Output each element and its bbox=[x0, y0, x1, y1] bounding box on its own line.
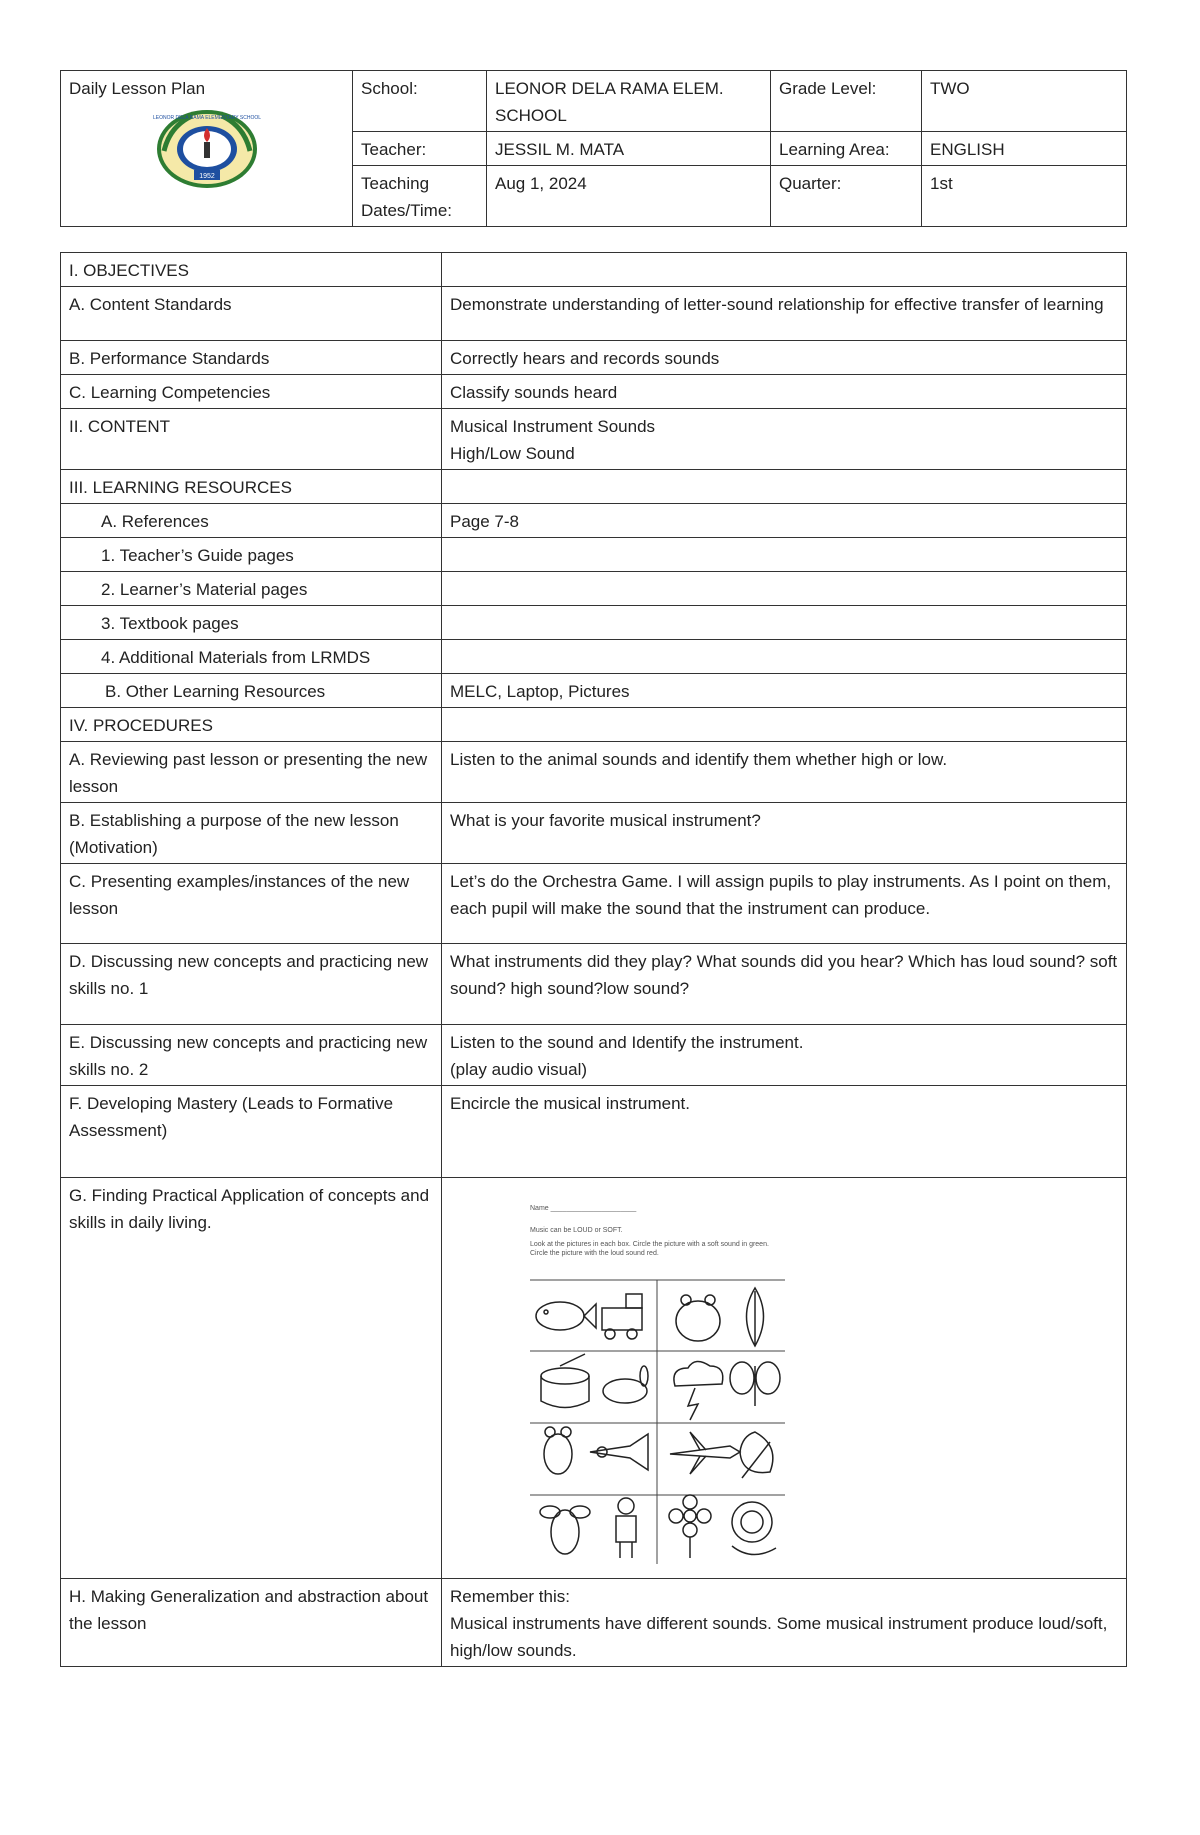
procedure-e-line-2: (play audio visual) bbox=[450, 1060, 588, 1079]
school-seal-icon bbox=[152, 106, 262, 192]
dates-label: Teaching Dates/Time: bbox=[353, 166, 487, 227]
olr-label: B. Other Learning Resources bbox=[61, 674, 442, 708]
school-label: School: bbox=[353, 71, 487, 132]
trumpet-icon bbox=[590, 1434, 648, 1470]
worksheet-title: Music can be LOUD or SOFT. bbox=[530, 1227, 623, 1234]
rabbit-icon bbox=[603, 1366, 648, 1403]
grade-value: TWO bbox=[922, 71, 1127, 132]
procedure-e-label: E. Discussing new concepts and practicing new skills no. 2 bbox=[61, 1025, 442, 1086]
tg-label: 1. Teacher’s Guide pages bbox=[61, 538, 442, 572]
procedure-h-line-2: Musical instruments have different sounds. Some musical instrument produce loud/soft, high/low sounds. bbox=[450, 1614, 1108, 1660]
procedure-a-value: Listen to the animal sounds and identify them whether high or low. bbox=[442, 742, 1127, 803]
title-cell bbox=[61, 71, 353, 227]
tb-label: 3. Textbook pages bbox=[61, 606, 442, 640]
performance-value: Correctly hears and records sounds bbox=[442, 341, 1127, 375]
procedure-h-label: H. Making Generalization and abstraction about the lesson bbox=[61, 1579, 442, 1667]
references-value: Page 7-8 bbox=[442, 504, 1127, 538]
procedure-g-value bbox=[442, 1178, 1127, 1579]
procedure-f-label: F. Developing Mastery (Leads to Formative Assessment) bbox=[61, 1086, 442, 1178]
objectives-value bbox=[442, 253, 1127, 287]
airplane-icon bbox=[670, 1432, 740, 1474]
procedure-c-label: C. Presenting examples/instances of the new lesson bbox=[61, 864, 442, 944]
lion-icon bbox=[732, 1502, 776, 1555]
performance-label: B. Performance Standards bbox=[61, 341, 442, 375]
header-table bbox=[60, 70, 1127, 227]
competencies-label: C. Learning Competencies bbox=[61, 375, 442, 409]
worksheet-name-line: Name ______________________ bbox=[530, 1205, 637, 1212]
mouse-icon bbox=[544, 1427, 572, 1474]
procedure-d-label: D. Discussing new concepts and practicing new skills no. 1 bbox=[61, 944, 442, 1025]
dates-value: Aug 1, 2024 bbox=[487, 166, 771, 227]
am-label: 4. Additional Materials from LRMDS bbox=[61, 640, 442, 674]
content-line-2: High/Low Sound bbox=[450, 444, 575, 463]
resources-value bbox=[442, 470, 1127, 504]
bee-icon bbox=[540, 1506, 590, 1554]
fish-icon bbox=[536, 1302, 596, 1330]
quarter-value: 1st bbox=[922, 166, 1127, 227]
am-value bbox=[442, 640, 1127, 674]
objectives-label: I. OBJECTIVES bbox=[61, 253, 442, 287]
area-value: ENGLISH bbox=[922, 132, 1127, 166]
procedure-e-value bbox=[442, 1025, 1127, 1086]
lesson-table bbox=[60, 252, 1127, 1667]
teacher-label: Teacher: bbox=[353, 132, 487, 166]
feather-icon bbox=[747, 1288, 764, 1346]
storm-cloud-icon bbox=[674, 1361, 723, 1420]
drum-icon bbox=[541, 1354, 589, 1408]
area-label: Learning Area: bbox=[771, 132, 922, 166]
resources-label: III. LEARNING RESOURCES bbox=[61, 470, 442, 504]
procedures-value bbox=[442, 708, 1127, 742]
content-label: II. CONTENT bbox=[61, 409, 442, 470]
content-line-1: Musical Instrument Sounds bbox=[450, 417, 656, 436]
procedure-d-value: What instruments did they play? What sounds did you hear? Which has loud sound? soft sound? high sound?low sound? bbox=[442, 944, 1127, 1025]
procedure-g-label: G. Finding Practical Application of concepts and skills in daily living. bbox=[61, 1178, 442, 1579]
loud-soft-worksheet-icon bbox=[530, 1196, 790, 1566]
procedure-e-line-1: Listen to the sound and Identify the instrument. bbox=[450, 1033, 804, 1052]
logo-wrap bbox=[69, 102, 344, 200]
page-title: Daily Lesson Plan bbox=[69, 79, 206, 98]
seal-ring-text: LEONOR DELA RAMA ELEMENTARY SCHOOL bbox=[152, 115, 261, 121]
procedure-c-value: Let’s do the Orchestra Game. I will assign pupils to play instruments. As I point on them, each pupil will make the sound that the instrument can produce. bbox=[442, 864, 1127, 944]
seal-year: 1952 bbox=[198, 173, 215, 180]
lm-label: 2. Learner’s Material pages bbox=[61, 572, 442, 606]
content-standards-value: Demonstrate understanding of letter-sound relationship for effective transfer of learning bbox=[442, 287, 1127, 341]
person-icon bbox=[616, 1498, 636, 1558]
content-standards-label: A. Content Standards bbox=[61, 287, 442, 341]
tg-value bbox=[442, 538, 1127, 572]
procedure-b-value: What is your favorite musical instrument? bbox=[442, 803, 1127, 864]
procedures-label: IV. PROCEDURES bbox=[61, 708, 442, 742]
references-label: A. References bbox=[61, 504, 442, 538]
procedure-b-label: B. Establishing a purpose of the new lesson (Motivation) bbox=[61, 803, 442, 864]
procedure-h-value bbox=[442, 1579, 1127, 1667]
procedure-a-label: A. Reviewing past lesson or presenting the new lesson bbox=[61, 742, 442, 803]
grade-label: Grade Level: bbox=[771, 71, 922, 132]
content-value bbox=[442, 409, 1127, 470]
lm-value bbox=[442, 572, 1127, 606]
olr-value: MELC, Laptop, Pictures bbox=[442, 674, 1127, 708]
leaf-icon bbox=[740, 1432, 773, 1478]
school-value: LEONOR DELA RAMA ELEM. SCHOOL bbox=[487, 71, 771, 132]
procedure-h-line-1: Remember this: bbox=[450, 1587, 570, 1606]
train-icon bbox=[602, 1294, 642, 1339]
butterfly-icon bbox=[730, 1362, 780, 1406]
worksheet-instructions: Look at the pictures in each box. Circle the picture with a soft sound in green. Circle the picture with the loud sound red. bbox=[530, 1241, 769, 1257]
quarter-label: Quarter: bbox=[771, 166, 922, 227]
bear-icon bbox=[676, 1295, 720, 1341]
tb-value bbox=[442, 606, 1127, 640]
procedure-f-value: Encircle the musical instrument. bbox=[442, 1086, 1127, 1178]
flower-icon bbox=[669, 1495, 711, 1558]
teacher-value: JESSIL M. MATA bbox=[487, 132, 771, 166]
competencies-value: Classify sounds heard bbox=[442, 375, 1127, 409]
